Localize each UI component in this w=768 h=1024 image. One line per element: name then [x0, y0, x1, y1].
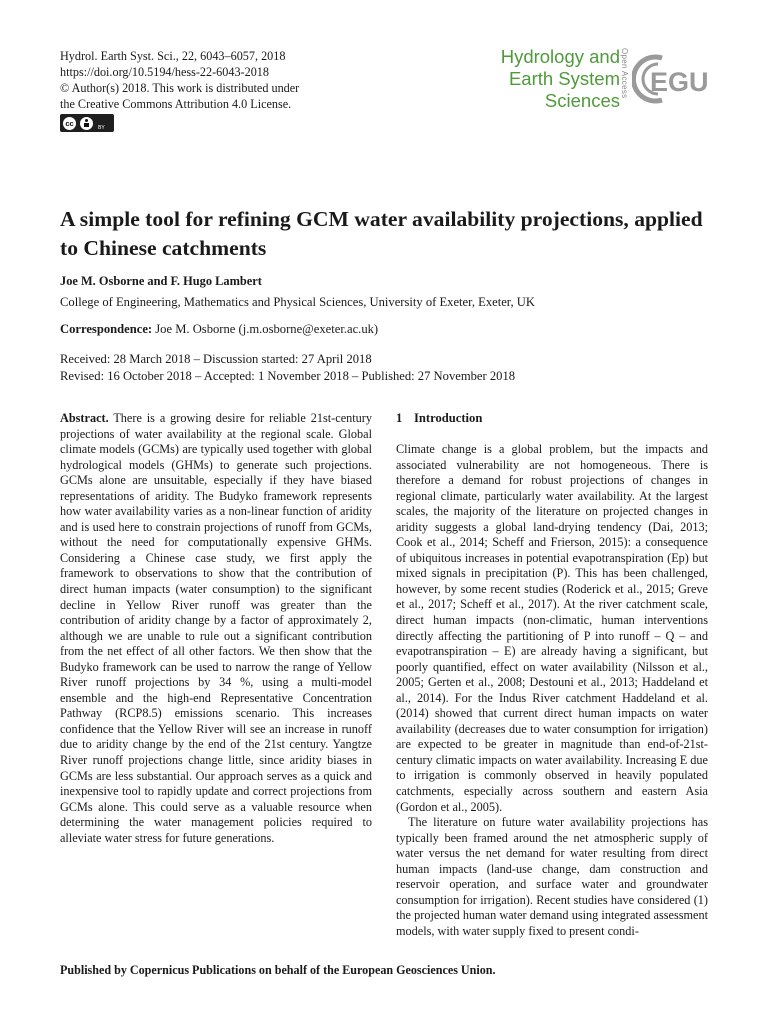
correspondence-label: Correspondence: [60, 322, 153, 336]
intro-paragraph-2: The literature on future water availability projections has typically been framed around the net atmospheric supply of water versus the net demand for water resulting from direct human impacts (land-use change, dam construction and reservoir operation, and surface water and groundwater consumption for irrigation). Recent studies have considered (1) the projected human water demand using integrated assessment models, with water supply fixed to present condi- [396, 815, 708, 938]
cc-by-license-icon[interactable] [60, 114, 114, 132]
article-metadata [60, 48, 400, 112]
egu-logo-text: EGU [650, 67, 709, 97]
section-heading-introduction [396, 411, 482, 426]
open-access-text: Open Access [620, 48, 629, 99]
correspondence-email[interactable]: Joe M. Osborne (j.m.osborne@exeter.ac.uk) [152, 322, 379, 336]
author-list: Joe M. Osborne and F. Hugo Lambert [60, 274, 262, 288]
journal-name-line3: Sciences [544, 90, 620, 111]
doi-link[interactable]: https://doi.org/10.5194/hess-22-6043-2018 [60, 65, 269, 79]
license-line: the Creative Commons Attribution 4.0 License. [60, 97, 292, 111]
article-title: A simple tool for refining GCM water availability projections, applied to Chinese catchments [60, 207, 703, 260]
correspondence [60, 322, 378, 337]
dates-received: Received: 28 March 2018 – Discussion started: 27 April 2018 [60, 352, 372, 366]
journal-name-line1: Hydrology and [500, 46, 620, 67]
egu-logo-graphic [632, 50, 712, 108]
abstract-label: Abstract. [60, 411, 109, 425]
section-title: Introduction [414, 411, 483, 425]
journal-name-line2: Earth System [508, 68, 620, 89]
intro-paragraph-1: Climate change is a global problem, but the impacts and associated vulnerability are not homogeneous. There is therefore a demand for robust projections of changes in regional climate, particularly water availability. At the largest scales, the majority of the literature on projected changes in aridity suggests a global land-drying tendency (Dai, 2013; Cook et al., 2014; Scheff and Frierson, 2015): a consequence of ubiquitous increases in potential evapotranspiration (Ep) but mixed signals in precipitation (P). This has been challenged, however, by some recent studies (Roderick et al., 2015; Greve et al., 2017; Scheff et al., 2017). At the river catchment scale, direct human impacts (non-climatic, human interventions directly affecting the partitioning of P into runoff – Q – and evapotranspiration – E) are already having a significant, but poorly quantified, effect on water availability (Nilsson et al., 2005; Gerten et al., 2008; Destouni et al., 2013; Haddeland et al., 2014). For the Indus River catchment Haddeland et al. (2014) showed that current direct human impacts on water availability (decreases due to water consumption for irrigation) are expected to be greater in magnitude than end-of-21st-century climatic impacts on water availability. Increasing E due to irrigation is commonly observed in heavily populated catchments, especially across southern and eastern Asia (Gordon et al., 2005). [396, 442, 708, 814]
cc-by-label: BY [98, 125, 105, 131]
introduction-body [396, 442, 708, 940]
cc-icon: cc [63, 117, 76, 130]
attribution-person-icon [80, 117, 93, 130]
copyright-line: © Author(s) 2018. This work is distributed under [60, 81, 300, 95]
egu-logo [632, 50, 712, 108]
section-number: 1 [396, 411, 403, 425]
publication-dates [60, 351, 515, 385]
abstract-text: There is a growing desire for reliable 21st-century projections of water availability at the regional scale. Global climate models (GCMs) are typically used together with global hydrological models (GHMs) to generate such projections. GCMs alone are unsuitable, especially if they have biased representations of aridity. The Budyko framework represents how water availability varies as a non-linear function of aridity and is used here to constrain projections of runoff from GCMs, without the need for computationally expensive GHMs. Considering a Chinese case study, we first apply the framework to observations to show that the contribution of direct human impacts (water consumption) to the significant decline in Yellow River runoff was greater than the contribution of aridity change by a factor of approximately 2, although we are unable to rule out a significant contribution from the net effect of all other factors. We then show that the Budyko framework can be used to narrow the range of Yellow River runoff projections by 34 %, using a multi-model ensemble and the high-end Representative Concentration Pathway (RCP8.5) emissions scenario. This increases confidence that the Yellow River will see an increase in runoff due to aridity change by the end of the 21st century. Yangtze River runoff projections change little, since aridity biases in GCMs are less substantial. Our approach serves as a quick and inexpensive tool to rapidly update and correct projections from GCMs alone. This could serve as a valuable resource when determining the water management policies required to alleviate water stress for future generations. [60, 411, 372, 845]
dates-published: Revised: 16 October 2018 – Accepted: 1 November 2018 – Published: 27 November 2018 [60, 369, 516, 383]
abstract [60, 411, 372, 846]
citation-line: Hydrol. Earth Syst. Sci., 22, 6043–6057, 2018 [60, 49, 286, 63]
journal-name [501, 46, 620, 112]
publisher-footer: Published by Copernicus Publications on behalf of the European Geosciences Union. [60, 963, 496, 977]
author-affiliation: College of Engineering, Mathematics and Physical Sciences, University of Exeter, Exeter, UK [60, 295, 535, 309]
open-access-label [618, 48, 632, 114]
